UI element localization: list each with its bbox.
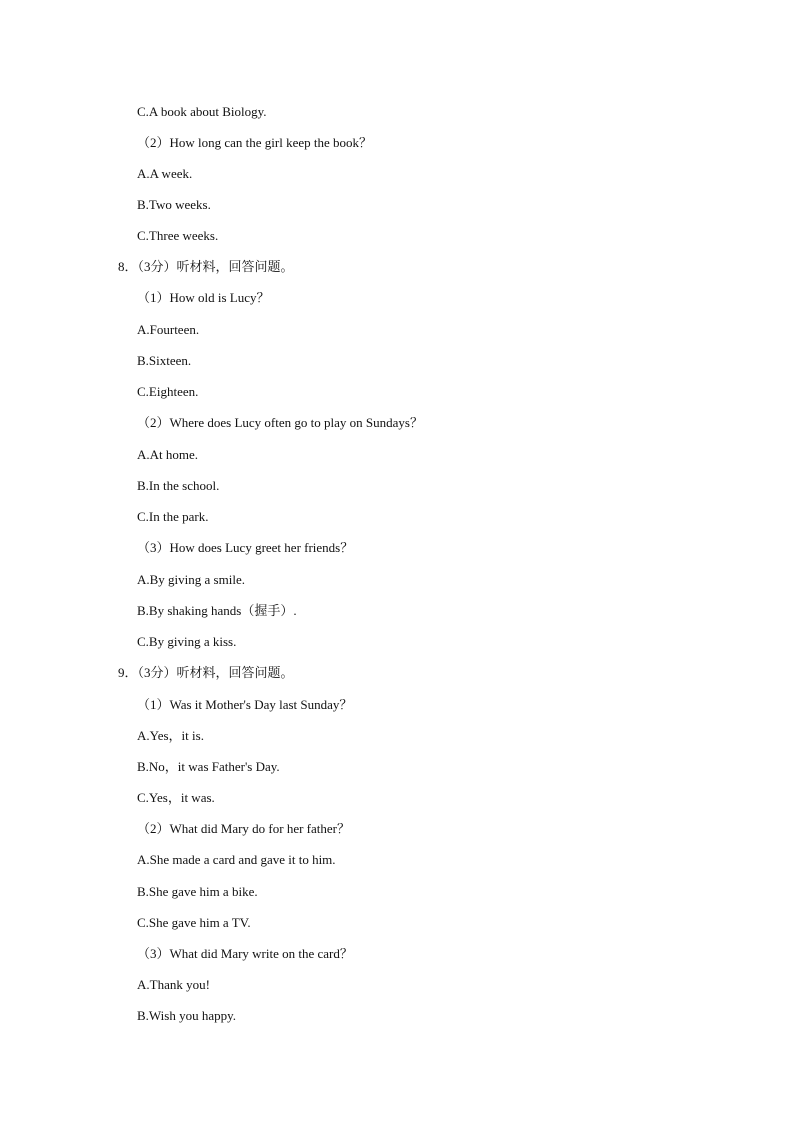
option-c-biology-book: C.A book about Biology.	[137, 104, 267, 119]
option-c-yes-was: C.Yes，it was.	[137, 790, 215, 805]
question-8-heading: 8．（3分）听材料，回答问题。	[118, 259, 294, 274]
option-b-school: B.In the school.	[137, 478, 220, 493]
option-b-shaking-hands: B.By shaking hands（握手）.	[137, 603, 297, 618]
option-a-thank-you: A.Thank you!	[137, 977, 210, 992]
option-a-fourteen: A.Fourteen.	[137, 322, 200, 337]
option-c-kiss: C.By giving a kiss.	[137, 634, 237, 649]
sub-question-lucy-age: （1）How old is Lucy？	[137, 290, 270, 305]
sub-question-keep-book: （2）How long can the girl keep the book？	[137, 135, 373, 150]
sub-question-lucy-greet: （3）How does Lucy greet her friends？	[137, 540, 354, 555]
option-b-sixteen: B.Sixteen.	[137, 353, 192, 368]
option-a-card: A.She made a card and gave it to him.	[137, 852, 336, 867]
option-b-fathers-day: B.No，it was Father's Day.	[137, 759, 280, 774]
sub-question-lucy-sundays: （2）Where does Lucy often go to play on Sundays？	[137, 415, 423, 430]
option-a-at-home: A.At home.	[137, 447, 199, 462]
option-c-tv: C.She gave him a TV.	[137, 915, 251, 930]
option-c-three-weeks: C.Three weeks.	[137, 228, 219, 243]
option-c-eighteen: C.Eighteen.	[137, 384, 199, 399]
option-a-week: A.A week.	[137, 166, 193, 181]
option-a-yes-is: A.Yes，it is.	[137, 728, 204, 743]
option-a-smile: A.By giving a smile.	[137, 572, 245, 587]
question-9-heading: 9．（3分）听材料，回答问题。	[118, 665, 294, 680]
option-b-wish-happy: B.Wish you happy.	[137, 1008, 237, 1023]
option-b-two-weeks: B.Two weeks.	[137, 197, 211, 212]
sub-question-mothers-day: （1）Was it Mother's Day last Sunday？	[137, 697, 353, 712]
option-b-bike: B.She gave him a bike.	[137, 884, 258, 899]
option-c-park: C.In the park.	[137, 509, 209, 524]
sub-question-mary-card: （3）What did Mary write on the card？	[137, 946, 353, 961]
sub-question-mary-father: （2）What did Mary do for her father？	[137, 821, 350, 836]
